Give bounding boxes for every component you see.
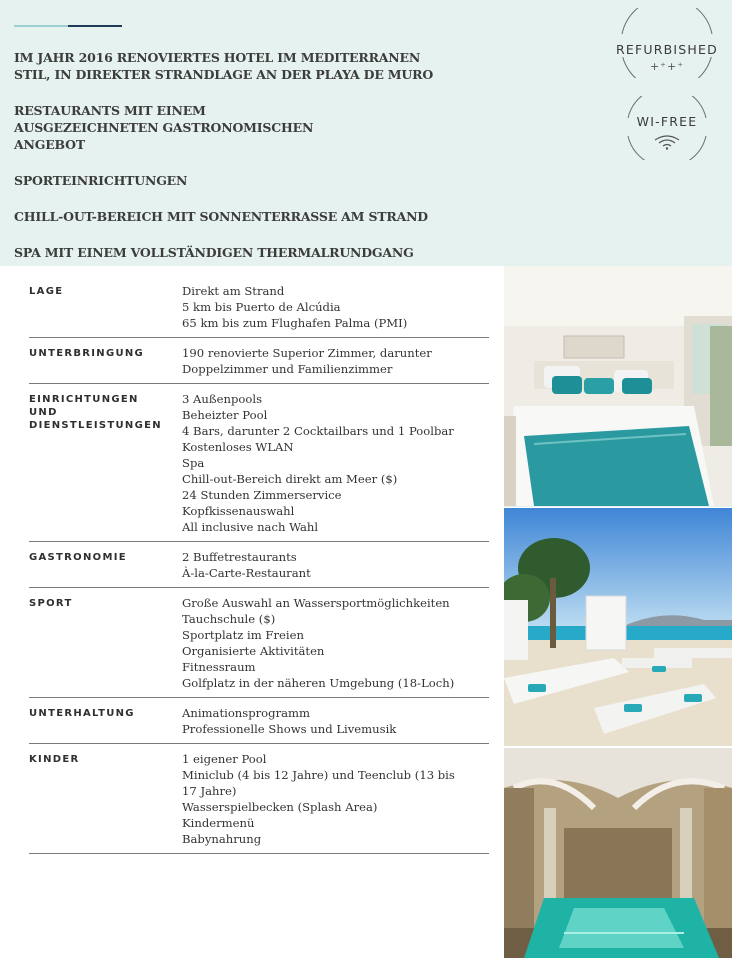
- spa-illustration: [504, 748, 732, 958]
- beach-terrace-photo: [504, 508, 732, 746]
- info-value: Direkt am Strand: [182, 284, 285, 298]
- info-table: [29, 283, 489, 861]
- info-label: SPORT: [29, 598, 73, 609]
- info-row-sport: [29, 595, 489, 698]
- info-value: 4 Bars, darunter 2 Cocktailbars und 1 Poolbar: [182, 424, 454, 438]
- highlight-item: SPA MIT EINEM VOLLSTÄNDIGEN THERMALRUNDGANG: [14, 245, 414, 260]
- info-value: 190 renovierte Superior Zimmer, darunter Doppelzimmer und Familienzimmer: [182, 346, 432, 376]
- accent-rule: [14, 25, 122, 27]
- info-row-unterbringung: [29, 345, 489, 384]
- highlight-item: RESTAURANTS MIT EINEM AUSGEZEICHNETEN GASTRONOMISCHEN ANGEBOT: [14, 103, 314, 152]
- accent-rule-teal: [14, 25, 68, 27]
- info-row-lage: [29, 283, 489, 338]
- info-label: UNTERBRINGUNG: [29, 348, 145, 359]
- accent-rule-navy: [68, 25, 122, 27]
- bedroom-photo: [504, 266, 732, 506]
- info-value: À-la-Carte-Restaurant: [182, 566, 311, 580]
- info-value: Sportplatz im Freien: [182, 628, 304, 642]
- info-label: UNTERHALTUNG: [29, 708, 135, 719]
- info-value: Babynahrung: [182, 832, 262, 846]
- info-row-einrichtungen: [29, 391, 489, 542]
- info-value: All inclusive nach Wahl: [182, 520, 319, 534]
- wifi-badge: [608, 100, 726, 150]
- info-values: [182, 283, 489, 331]
- bedroom-illustration: [504, 266, 732, 506]
- info-values: [182, 391, 489, 535]
- info-values: [182, 751, 472, 847]
- info-label: KINDER: [29, 754, 80, 765]
- info-value: Wasserspielbecken (Splash Area): [182, 800, 378, 814]
- info-value: Kindermenü: [182, 816, 255, 830]
- info-value: 3 Außenpools: [182, 392, 263, 406]
- sparkle-icon: +⁺+⁺: [649, 60, 685, 73]
- refurbished-label: REFURBISHED: [612, 42, 722, 57]
- beach-illustration: [504, 508, 732, 746]
- info-value: Spa: [182, 456, 205, 470]
- info-label: GASTRONOMIE: [29, 552, 127, 563]
- info-value: Tauchschule ($): [182, 612, 276, 626]
- info-value: 65 km bis zum Flughafen Palma (PMI): [182, 316, 408, 330]
- highlight-item: SPORTEINRICHTUNGEN: [14, 173, 188, 188]
- spa-pool-photo: [504, 748, 732, 958]
- highlight-item: IM JAHR 2016 RENOVIERTES HOTEL IM MEDITERRANEN STIL, IN DIREKTER STRANDLAGE AN DER PLAYA DE MURO: [14, 50, 434, 82]
- info-value: Chill-out-Bereich direkt am Meer ($): [182, 472, 398, 486]
- info-value: Organisierte Aktivitäten: [182, 644, 325, 658]
- refurbished-badge: [608, 30, 726, 73]
- info-values: [182, 595, 489, 691]
- info-value: Professionelle Shows und Livemusik: [182, 722, 397, 736]
- info-value: Beheizter Pool: [182, 408, 268, 422]
- wifi-label: WI-FREE: [633, 114, 702, 129]
- highlight-item: CHILL-OUT-BEREICH MIT SONNENTERRASSE AM STRAND: [14, 209, 428, 224]
- info-values: [182, 345, 452, 377]
- info-label: LAGE: [29, 286, 64, 297]
- info-value: Golfplatz in der näheren Umgebung (18-Loch): [182, 676, 455, 690]
- info-row-kinder: [29, 751, 489, 854]
- info-value: 5 km bis Puerto de Alcúdia: [182, 300, 341, 314]
- info-value: 2 Buffetrestaurants: [182, 550, 297, 564]
- info-row-gastronomie: [29, 549, 489, 588]
- highlights-list: [14, 49, 574, 280]
- info-label: EINRICHTUNGEN UND DIENSTLEISTUNGEN: [29, 394, 162, 431]
- info-value: 1 eigener Pool: [182, 752, 267, 766]
- info-value: Animationsprogramm: [182, 706, 311, 720]
- info-values: [182, 705, 489, 737]
- info-value: Kopfkissenauswahl: [182, 504, 295, 518]
- info-values: [182, 549, 489, 581]
- info-value: 24 Stunden Zimmerservice: [182, 488, 342, 502]
- info-value: Große Auswahl an Wassersportmöglichkeiten: [182, 596, 450, 610]
- info-value: Miniclub (4 bis 12 Jahre) und Teenclub (13 bis 17 Jahre): [182, 768, 455, 798]
- info-row-unterhaltung: [29, 705, 489, 744]
- info-value: Kostenloses WLAN: [182, 440, 294, 454]
- info-value: Fitnessraum: [182, 660, 256, 674]
